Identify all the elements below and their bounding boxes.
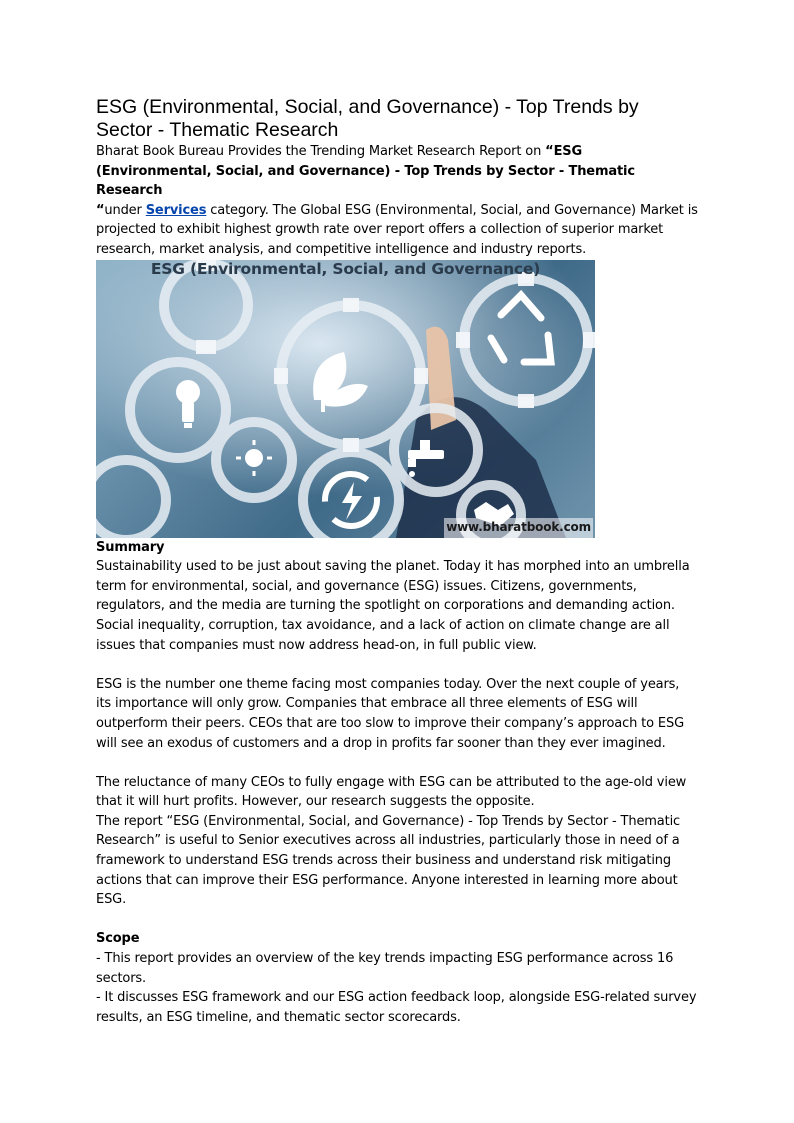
image-url-watermark: www.bharatbook.com [444, 518, 593, 538]
document-body [96, 142, 698, 1027]
summary-paragraph-2: ESG is the number one theme facing most companies today. Over the next couple of years, its importance will only grow. Companies that embrace all three elements of ESG will outperform their peers. CEOs that are too slow to improve their company’s approach to ESG will see an exodus of customers and a drop in profits far sooner than they ever imagined. [96, 676, 685, 751]
page-title: ESG (Environmental, Social, and Governance) - Top Trends by Sector - Thematic Research [96, 96, 639, 141]
intro-text-under: under [104, 202, 146, 218]
esg-illustration [96, 260, 595, 538]
summary-heading [96, 538, 698, 558]
services-link[interactable]: Services [145, 202, 207, 218]
scope-item: - It discusses ESG framework and our ESG action feedback loop, alongside ESG-related survey results, an ESG timeline, and thematic sector scorecards. [96, 990, 697, 1025]
intro-report-title: ESG (Environmental, Social, and Governance) - Top Trends by Sector - Thematic Research [96, 144, 635, 199]
summary-paragraph-3: The reluctance of many CEOs to fully engage with ESG can be attributed to the age-old view that it will hurt profits. However, our research suggests the opposite. [96, 774, 687, 810]
scope-heading [96, 929, 698, 949]
intro-text-rest: category. The Global ESG (Environmental, Social, and Governance) Market is projected to exhibit highest growth rate over report offers a collection of superior market research, market analysis, and competitive intelligence and industry reports. [96, 202, 698, 257]
scope-item: - This report provides an overview of the key trends impacting ESG performance across 16 sectors. [96, 951, 674, 986]
esg-hero-image [96, 260, 595, 538]
summary-paragraph-1: Sustainability used to be just about saving the planet. Today it has morphed into an umbrella term for environmental, social, and governance (ESG) issues. Citizens, governments, regulators, and the media are turning the spotlight on corporations and demanding action. Social inequality, corruption, tax avoidance, and a lack of action on climate change are all issues that companies must now address head-on, in full public view. [96, 559, 690, 653]
summary-paragraph-4: The report “ESG (Environmental, Social, and Governance) - Top Trends by Sector - Thematic Research” is useful to Senior executives across all industries, particularly those in need of a framework to understand ESG trends across their business and understand risk mitigating actions that can improve their ESG performance. Anyone interested in learning more about ESG. [96, 813, 681, 908]
image-banner-title: ESG (Environmental, Social, and Governance) [150, 259, 541, 278]
summary-heading-text: Summary [96, 539, 165, 555]
intro-text: Bharat Book Bureau Provides the Trending Market Research Report on [96, 144, 546, 159]
intro-paragraph [96, 142, 698, 260]
intro-open-quote: “ [545, 144, 554, 159]
scope-heading-text: Scope [96, 931, 140, 947]
document-page [96, 96, 698, 1027]
intro-close-quote: “ [96, 202, 105, 218]
